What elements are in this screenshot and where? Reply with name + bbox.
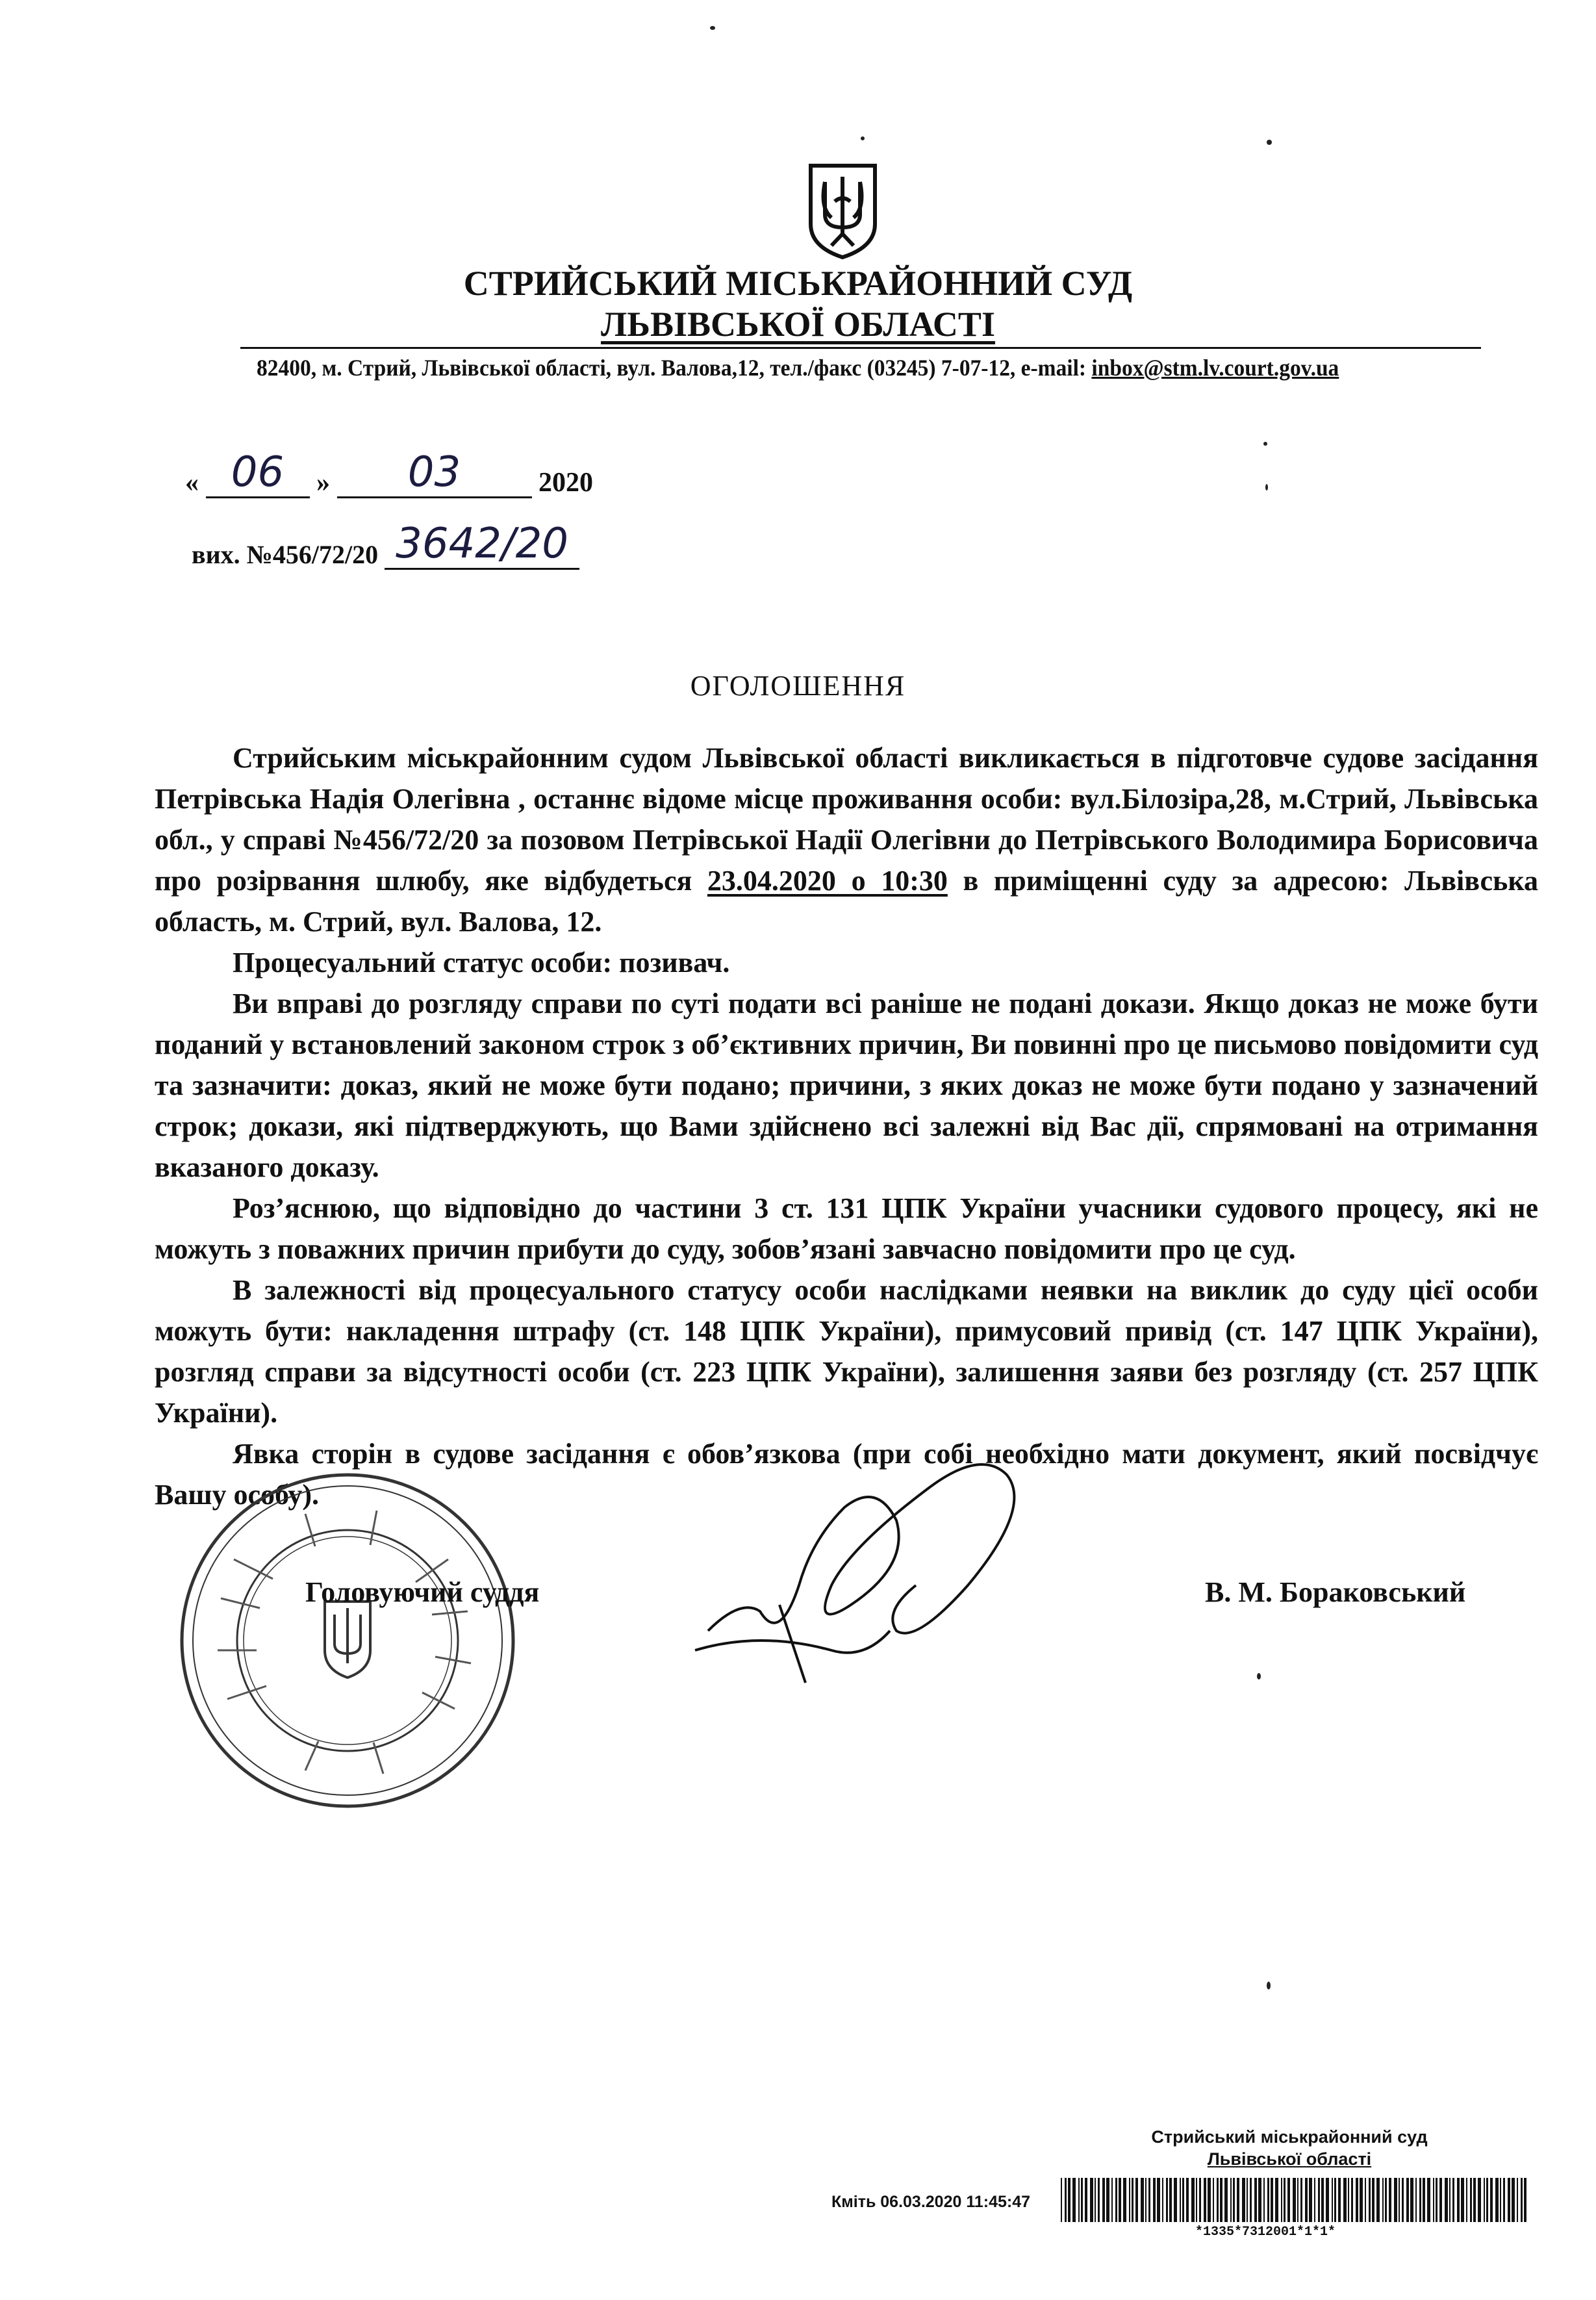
barcode-bar <box>1449 2178 1450 2222</box>
signatory-name: В. М. Бораковський <box>1205 1576 1466 1608</box>
barcode-bar <box>1224 2178 1228 2222</box>
barcode-bar <box>1068 2178 1070 2222</box>
barcode-bar <box>1157 2178 1160 2222</box>
barcode-bar <box>1162 2178 1163 2222</box>
date-month: 03 <box>407 448 461 496</box>
scan-speck <box>1267 140 1272 145</box>
barcode-bar <box>1199 2178 1201 2222</box>
court-seal-stamp-icon <box>175 1468 520 1813</box>
court-name-line1: СТРИЙСЬКИЙ МІСЬКРАЙОННИЙ СУД <box>463 264 1133 303</box>
barcode-bar <box>1343 2178 1347 2222</box>
barcode-bar <box>1258 2178 1261 2222</box>
barcode-bar <box>1385 2178 1387 2222</box>
registration-court-line1: Стрийський міськрайонний суд <box>1151 2127 1428 2147</box>
barcode-bar <box>1486 2178 1488 2222</box>
summons-text: Стрийським міськрайонним судом Львівської області викликається в підготовче судове засідання Петрівська Надія Олегівна , останнє відоме місце проживання особи: вул.Білозіра,28, м.Стрий, Львівська обл., у справі №456/72/20 за позовом Петрівської Надії Олегівни до Петрівського Володимира Борисовича про розірвання шлюбу, яке відбудеться <box>155 742 1538 897</box>
outgoing-number <box>192 520 579 570</box>
barcode-bar <box>1484 2178 1485 2222</box>
barcode-bar <box>1098 2178 1100 2222</box>
barcode-bar <box>1090 2178 1093 2222</box>
barcode-bar <box>1186 2178 1189 2222</box>
barcode-bar <box>1351 2178 1353 2222</box>
barcode-icon <box>1061 2178 1528 2222</box>
barcode-bar <box>1452 2178 1454 2222</box>
barcode-bar <box>1115 2178 1117 2222</box>
email-link[interactable]: inbox@stm.lv.court.gov.ua <box>1091 355 1339 381</box>
barcode-bar <box>1389 2178 1391 2222</box>
barcode-bar <box>1129 2178 1130 2222</box>
date-day: 06 <box>231 448 285 496</box>
barcode-bar <box>1106 2178 1109 2222</box>
barcode-bar <box>1517 2178 1518 2222</box>
barcode-bar <box>1293 2178 1296 2222</box>
hearing-datetime: 23.04.2020 о 10:30 <box>707 865 948 897</box>
barcode-bar <box>1365 2178 1366 2222</box>
barcode-bar <box>1423 2178 1425 2222</box>
court-address <box>257 354 1339 381</box>
barcode-bar <box>1119 2178 1121 2222</box>
scan-speck <box>861 136 865 140</box>
barcode-bar <box>1247 2178 1248 2222</box>
paragraph-clarification: Роз’яснюю, що відповідно до частини 3 ст. 131 ЦПК України учасники судового процесу, які не можуть з поважних причин прибути до суду, зобов’язані завчасно повідомити про це суд. <box>155 1192 1538 1265</box>
header-rule <box>240 347 1481 349</box>
barcode-bar <box>1382 2178 1384 2222</box>
barcode-bar <box>1263 2178 1265 2222</box>
barcode-bar <box>1217 2178 1219 2222</box>
outgoing-handwritten: 3642/20 <box>396 520 569 568</box>
barcode-bar <box>1182 2178 1184 2222</box>
paragraph-consequences: В залежності від процесуального статусу особи наслідками неявки на виклик до суду цієї особи можуть бути: накладення штрафу (ст. 148 ЦПК України), примусовий привід (ст. 147 ЦПК України), розгляд справи за відсутності особи (ст. 223 ЦПК України), залишення заяви без розгляду (ст. 257 ЦПК України). <box>155 1274 1538 1429</box>
barcode-bar <box>1356 2178 1358 2222</box>
barcode-bar <box>1233 2178 1235 2222</box>
barcode-bar <box>1169 2178 1172 2222</box>
barcode-bar <box>1503 2178 1505 2222</box>
barcode-bar <box>1166 2178 1168 2222</box>
barcode-bar <box>1250 2178 1252 2222</box>
barcode-bar <box>1495 2178 1499 2222</box>
barcode-bar <box>1445 2178 1448 2222</box>
barcode-bar <box>1095 2178 1096 2222</box>
scan-speck <box>1263 442 1267 446</box>
date-year: 2020 <box>538 468 593 498</box>
barcode-bar <box>1061 2178 1062 2222</box>
barcode-bar <box>1072 2178 1076 2222</box>
barcode-bar <box>1275 2178 1278 2222</box>
barcode-bar <box>1466 2178 1467 2222</box>
barcode-bar <box>1348 2178 1349 2222</box>
barcode-bar <box>1394 2178 1397 2222</box>
barcode-bar <box>1242 2178 1245 2222</box>
date-quote-open: « <box>185 468 199 498</box>
barcode-bar <box>1415 2178 1417 2222</box>
barcode-bar <box>1213 2178 1214 2222</box>
barcode-bar <box>1297 2178 1298 2222</box>
barcode-bar <box>1376 2178 1380 2222</box>
hearing-location: в приміщенні суду за адресою: Львівська область, м. Стрий, вул. Валова, 12. <box>155 865 1539 938</box>
barcode-bar <box>1191 2178 1195 2222</box>
barcode-bar <box>1078 2178 1080 2222</box>
scan-speck <box>1267 1982 1271 1989</box>
barcode-bar <box>1369 2178 1371 2222</box>
barcode-bar <box>1287 2178 1290 2222</box>
barcode-bar <box>1208 2178 1211 2222</box>
barcode-bar <box>1135 2178 1138 2222</box>
barcode-bar <box>1500 2178 1501 2222</box>
barcode-bar <box>1065 2178 1067 2222</box>
notice-heading: ОГОЛОШЕННЯ <box>690 670 906 702</box>
barcode-bar <box>1321 2178 1324 2222</box>
barcode-bar <box>1436 2178 1438 2222</box>
barcode-bar <box>1281 2178 1282 2222</box>
paragraph-evidence: Ви вправі до розгляду справи по суті подати всі раніше не подані докази. Якщо доказ не може бути поданий у встановлений законом строк з об’єктивних причин, Ви повинні про це письмово повідомити суд та зазначити: доказ, який не може бути подано; причини, з яких доказ не може бути подано у зазначений строк; докази, які підтверджують, що Вами здійснено всі залежні від Вас дії, спрямовані на отримання вказаного доказу. <box>155 988 1538 1183</box>
registration-stamp-text: Кміть 06.03.2020 11:45:47 <box>831 2193 1031 2211</box>
barcode-bar <box>1145 2178 1146 2222</box>
barcode-bar <box>1399 2178 1400 2222</box>
barcode-bar <box>1314 2178 1315 2222</box>
barcode-bar <box>1132 2178 1134 2222</box>
barcode-bar <box>1102 2178 1105 2222</box>
barcode-bar <box>1360 2178 1363 2222</box>
scan-speck <box>1265 484 1268 491</box>
barcode-bar <box>1318 2178 1320 2222</box>
barcode-bar <box>1174 2178 1177 2222</box>
barcode-bar <box>1267 2178 1269 2222</box>
barcode-bar <box>1284 2178 1286 2222</box>
barcode-bar <box>1326 2178 1329 2222</box>
paragraph-summons <box>155 737 1538 942</box>
scan-speck <box>710 26 715 30</box>
barcode-bar <box>1334 2178 1336 2222</box>
outgoing-label: вих. №456/72/20 <box>192 540 379 569</box>
handwritten-signature-icon <box>682 1436 1046 1715</box>
barcode-bar <box>1372 2178 1374 2222</box>
barcode-bar <box>1230 2178 1232 2222</box>
barcode-bar <box>1461 2178 1464 2222</box>
barcode-number: *1335*7312001*1*1* <box>1195 2225 1336 2240</box>
barcode-bar <box>1524 2178 1526 2222</box>
barcode-bar <box>1300 2178 1302 2222</box>
barcode-bar <box>1521 2178 1523 2222</box>
barcode-bar <box>1478 2178 1481 2222</box>
barcode-bar <box>1254 2178 1257 2222</box>
barcode-bar <box>1332 2178 1333 2222</box>
registration-court-line2: Львівської області <box>1207 2149 1372 2169</box>
court-name-line2: ЛЬВІВСЬКОЇ ОБЛАСТІ <box>601 305 995 344</box>
barcode-bar <box>1305 2178 1308 2222</box>
address-text: 82400, м. Стрий, Львівської області, вул. Валова,12, тел./факс (03245) 7-07-12, e-mail: <box>257 355 1092 381</box>
signatory-title: Головуючий суддя <box>305 1576 540 1608</box>
barcode-bar <box>1410 2178 1413 2222</box>
notice-body <box>155 737 1538 1515</box>
date-quote-close: » <box>316 468 330 498</box>
barcode-bar <box>1081 2178 1083 2222</box>
barcode-bar <box>1473 2178 1476 2222</box>
barcode-bar <box>1419 2178 1421 2222</box>
barcode-bar <box>1180 2178 1181 2222</box>
barcode-bar <box>1508 2178 1510 2222</box>
barcode-bar <box>1141 2178 1144 2222</box>
barcode-bar <box>1457 2178 1460 2222</box>
barcode-bar <box>1111 2178 1113 2222</box>
barcode-bar <box>1085 2178 1087 2222</box>
barcode-bar <box>1271 2178 1273 2222</box>
barcode-bar <box>1309 2178 1312 2222</box>
barcode-bar <box>1338 2178 1341 2222</box>
barcode-bar <box>1470 2178 1472 2222</box>
barcode-bar <box>1490 2178 1493 2222</box>
barcode-bar <box>1196 2178 1197 2222</box>
barcode-bar <box>1439 2178 1442 2222</box>
document-date <box>185 448 593 498</box>
paragraph-status: Процесуальний статус особи: позивач. <box>233 947 730 978</box>
barcode-bar <box>1427 2178 1430 2222</box>
registration-court-label <box>1140 2126 1439 2170</box>
barcode-bar <box>1123 2178 1126 2222</box>
paragraph-attendance: Явка сторін в судове засідання є обов’язкова (при собі необхідно мати документ, який посвідчує Вашу особу). <box>155 1438 1538 1511</box>
scan-speck <box>1257 1673 1261 1680</box>
barcode-bar <box>1153 2178 1156 2222</box>
trident-coat-of-arms-icon <box>805 162 880 260</box>
barcode-bar <box>1512 2178 1515 2222</box>
barcode-bar <box>1402 2178 1404 2222</box>
barcode-bar <box>1220 2178 1222 2222</box>
barcode-bar <box>1204 2178 1206 2222</box>
barcode-bar <box>1237 2178 1239 2222</box>
barcode-bar <box>1406 2178 1409 2222</box>
barcode-bar <box>1433 2178 1434 2222</box>
barcode-bar <box>1148 2178 1150 2222</box>
